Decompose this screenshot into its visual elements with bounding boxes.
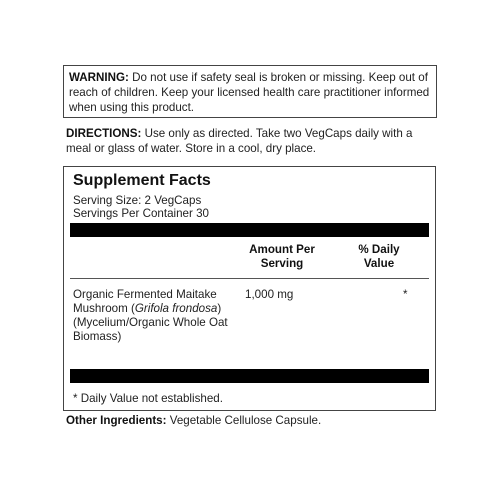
directions (66, 126, 440, 156)
warning-label: WARNING: (69, 71, 129, 84)
serving-size: Serving Size: 2 VegCaps (73, 194, 202, 207)
directions-label: DIRECTIONS: (66, 127, 142, 140)
amount-header-line1: Amount Per (249, 243, 315, 256)
directions-text: Use only as directed. Take two VegCaps daily with a meal or glass of water. Store in a cool, dry place. (66, 127, 413, 155)
amount-header-line2: Serving (260, 257, 304, 270)
other-ingredients (66, 414, 321, 427)
ingredient-latin-name: Grifola frondosa (134, 302, 218, 315)
warning-text: Do not use if safety seal is broken or missing. Keep out of reach of children. Keep your licensed health care practitioner informed when using this product. (69, 71, 430, 114)
thick-divider (70, 223, 429, 237)
ingredient-name (73, 288, 233, 344)
ingredient-name-part2: ) (Mycelium/Organic Whole Oat Biomass) (73, 302, 228, 343)
supplement-facts-title: Supplement Facts (73, 172, 211, 189)
servings-per-container: Servings Per Container 30 (73, 207, 209, 220)
dv-header-line1: % Daily (358, 243, 400, 256)
ingredient-amount: 1,000 mg (245, 288, 294, 301)
amount-per-serving-header (227, 243, 337, 271)
warning-box (63, 65, 437, 118)
other-ingredients-label: Other Ingredients: (66, 414, 167, 427)
dv-header-line2: Value (363, 257, 395, 270)
daily-value-header (334, 243, 424, 271)
thin-divider (70, 278, 429, 279)
ingredient-daily-value: * (403, 288, 408, 301)
supplement-facts-panel (63, 166, 436, 411)
bottom-divider (70, 369, 429, 383)
ingredient-name-part1: Organic Fermented Maitake Mushroom ( (73, 288, 217, 315)
other-ingredients-text: Vegetable Cellulose Capsule. (166, 414, 322, 427)
daily-value-footnote: * Daily Value not established. (73, 392, 223, 405)
